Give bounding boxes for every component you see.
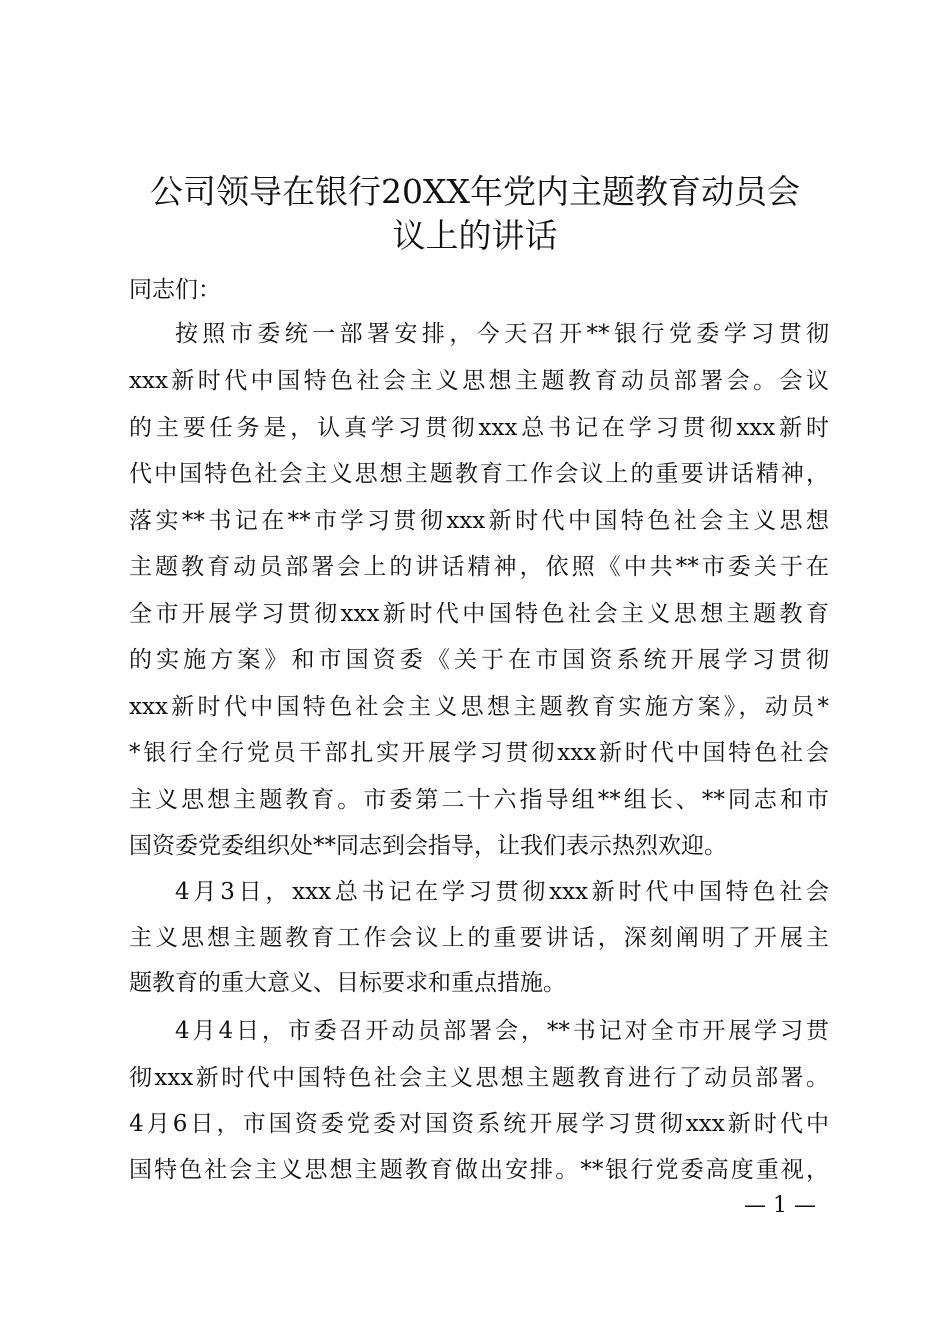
page-number: — 1 — (744, 1193, 816, 1218)
body-line: xxx新时代中国特色社会主义思想主题教育实施方案》，动员* (129, 694, 829, 720)
body-line: 题教育的重大意义、目标要求和重点措施。 (129, 970, 566, 996)
salutation: 同志们： (129, 277, 221, 303)
body-line: 4月6日，市国资委党委对国资系统开展学习贯彻xxx新时代中 (129, 1111, 829, 1137)
body-line: 国资委党委组织处**同志到会指导，让我们表示热烈欢迎。 (129, 833, 727, 859)
body-line: 主题教育动员部署会上的讲话精神，依照《中共**市委关于在 (129, 554, 829, 580)
body-line: 的主要任务是，认真学习贯彻xxx总书记在学习贯彻xxx新时 (129, 415, 829, 441)
body-line: 主义思想主题教育工作会议上的重要讲话，深刻阐明了开展主 (129, 925, 829, 951)
body-line: 代中国特色社会主义思想主题教育工作会议上的重要讲话精神， (129, 461, 829, 487)
body-line: 的实施方案》和市国资委《关于在市国资系统开展学习贯彻 (129, 647, 829, 673)
body-line: 主义思想主题教育。市委第二十六指导组**组长、**同志和市 (129, 787, 829, 813)
body-line: *银行全行党员干部扎实开展学习贯彻xxx新时代中国特色社会 (129, 740, 829, 766)
body-line: 落实**书记在**市学习贯彻xxx新时代中国特色社会主义思想 (129, 508, 829, 534)
document-title-line-2: 议上的讲话 (392, 216, 558, 255)
body-line: 按照市委统一部署安排，今天召开**银行党委学习贯彻 (175, 321, 829, 347)
document-title-line-1: 公司领导在银行20XX年党内主题教育动员会 (150, 172, 800, 211)
body-line: 4月3日，xxx总书记在学习贯彻xxx新时代中国特色社会 (175, 879, 829, 905)
body-line: xxx新时代中国特色社会主义思想主题教育动员部署会。会议 (129, 368, 829, 394)
body-line: 4月4日，市委召开动员部署会，**书记对全市开展学习贯 (175, 1018, 829, 1044)
body-line: 国特色社会主义思想主题教育做出安排。**银行党委高度重视， (129, 1157, 829, 1183)
body-line: 彻xxx新时代中国特色社会主义思想主题教育进行了动员部署。 (129, 1065, 829, 1091)
body-line: 全市开展学习贯彻xxx新时代中国特色社会主义思想主题教育 (129, 601, 829, 627)
